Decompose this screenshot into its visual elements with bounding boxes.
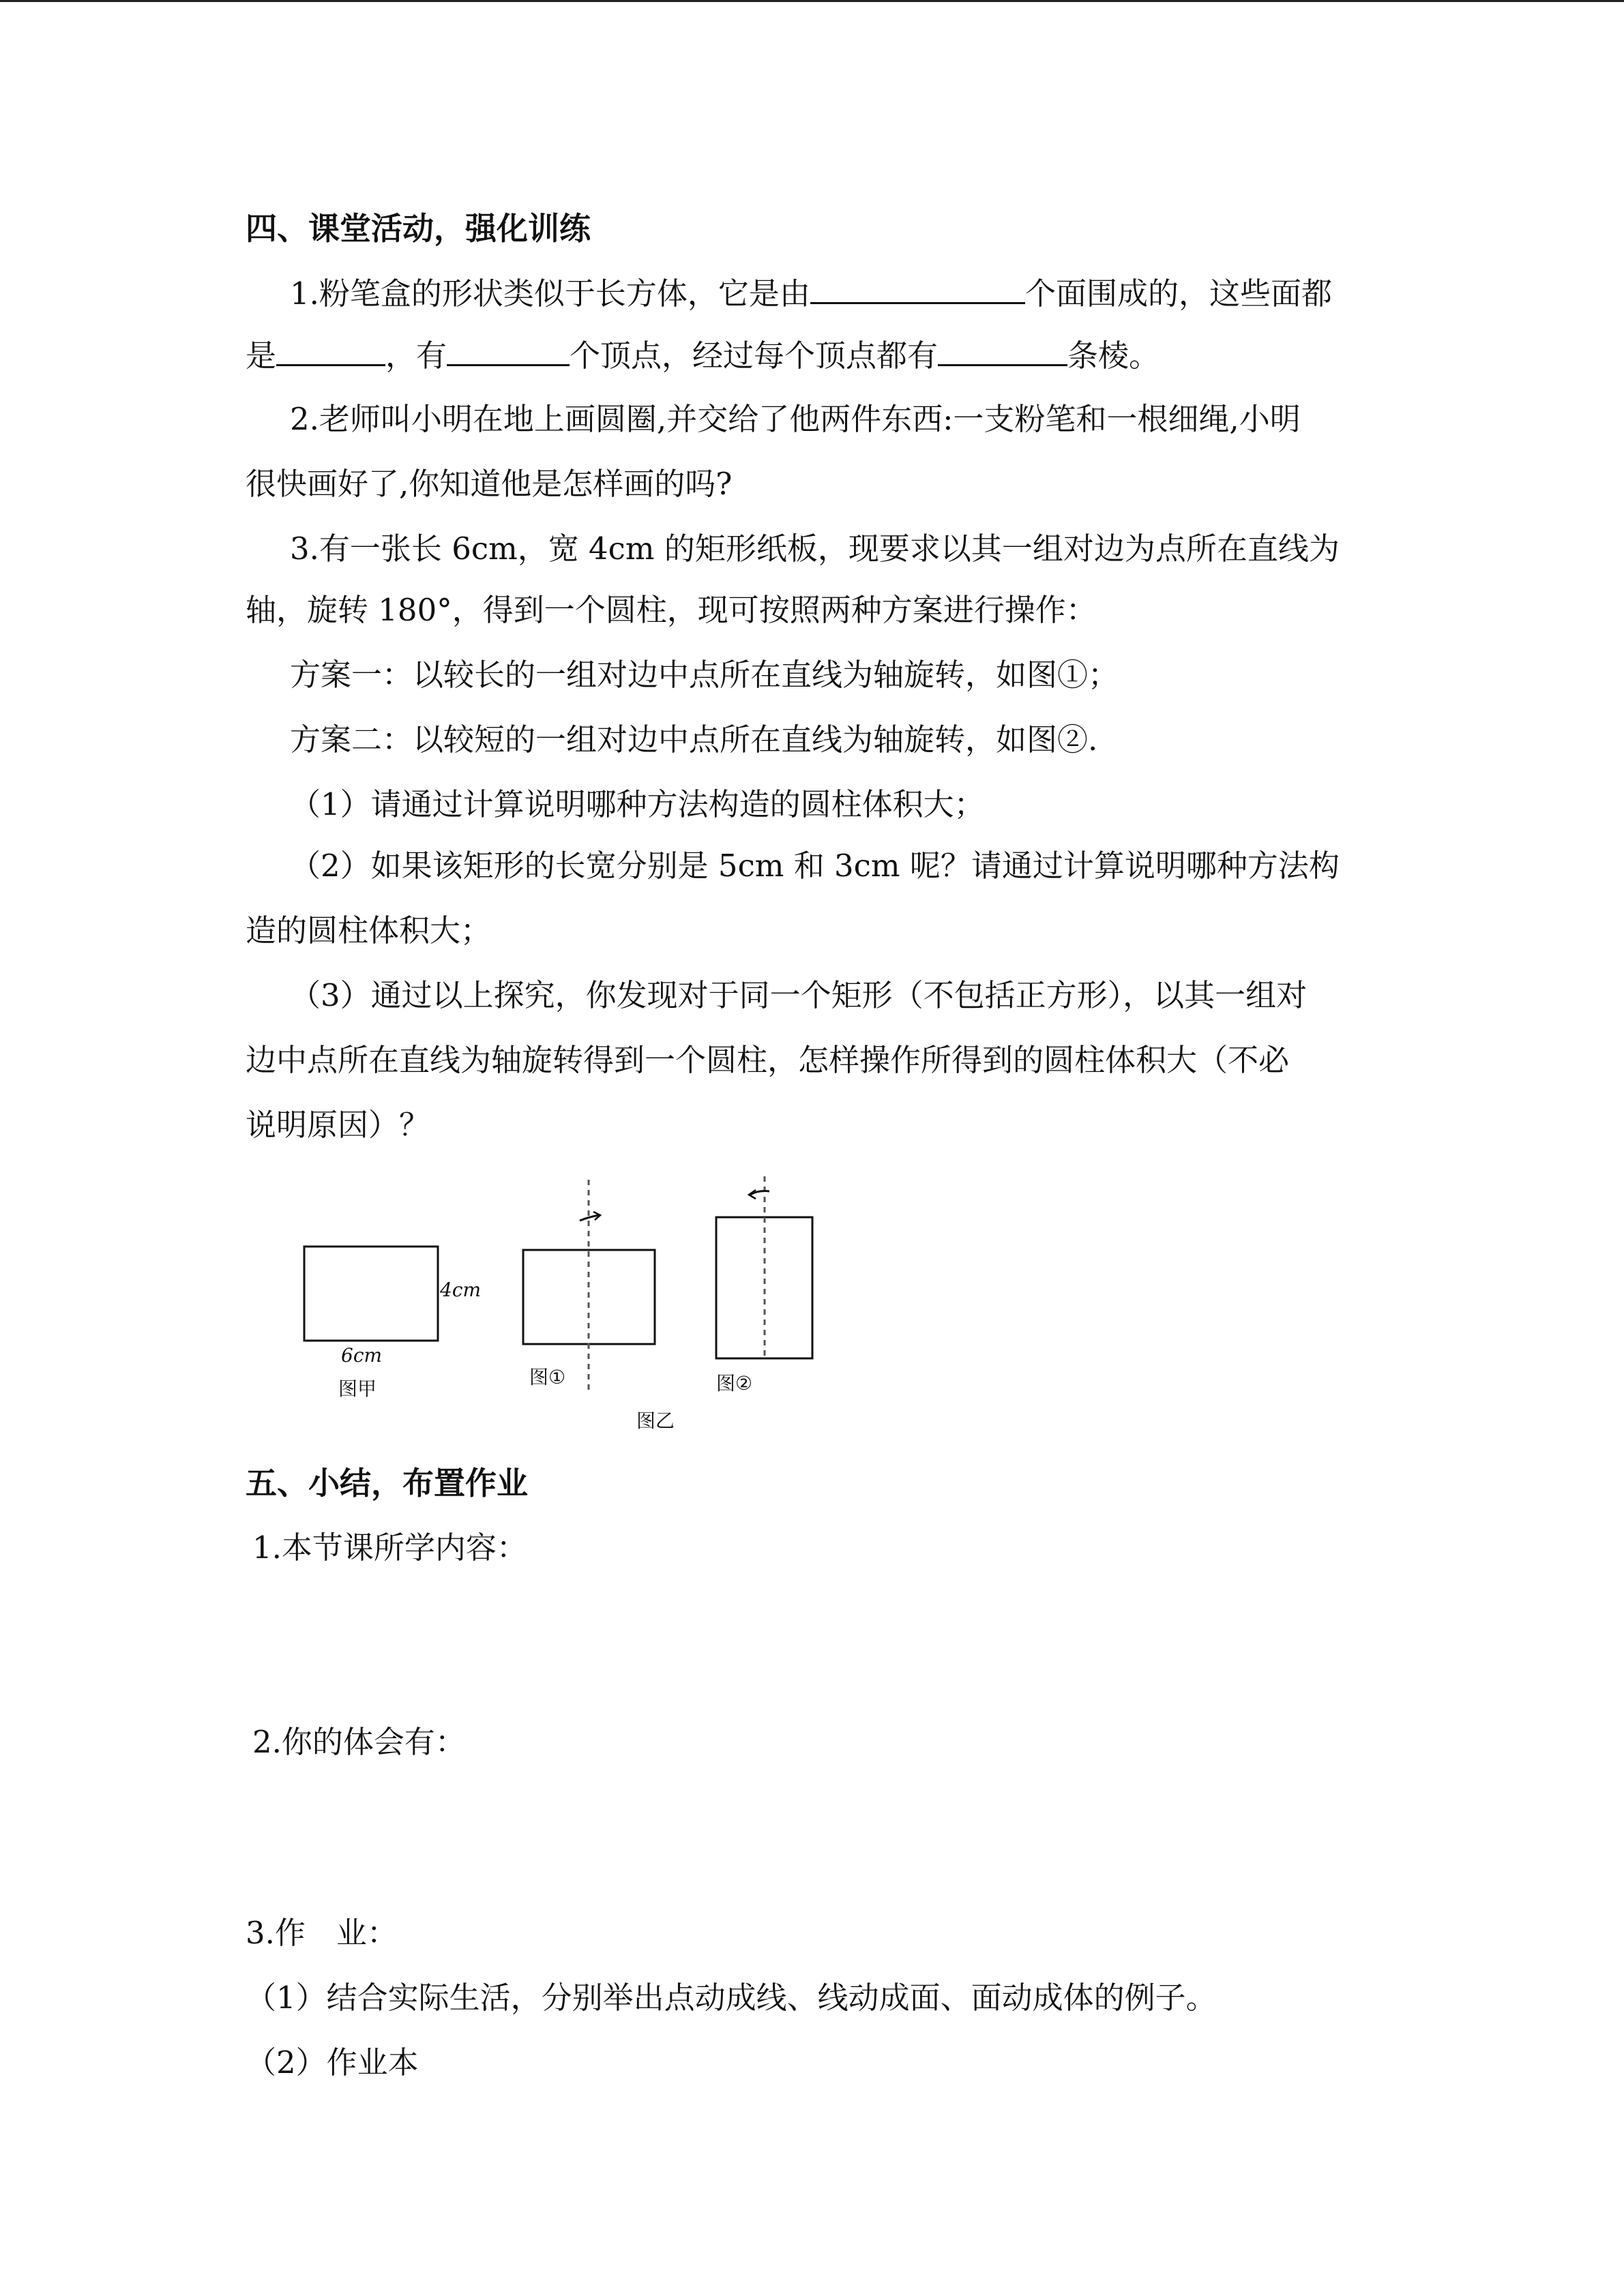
q3-sub3-line2: 边中点所在直线为轴旋转得到一个圆柱，怎样操作所得到的圆柱体积大（不必 — [246, 1042, 1290, 1078]
q1-blank-faces[interactable] — [810, 272, 1025, 304]
figure-drawing — [273, 1169, 832, 1442]
width-label: 6cm — [341, 1344, 383, 1367]
summary-item1: 1.本节课所学内容： — [252, 1530, 527, 1566]
q1-blank-edges[interactable] — [938, 334, 1067, 366]
rect-jia — [304, 1247, 438, 1341]
q3-sub1: （1）请通过计算说明哪种方法构造的圆柱体积大； — [290, 786, 985, 822]
q1-text-a: 1.粉笔盒的形状类似于长方体，它是由 — [290, 275, 810, 312]
section5-heading: 五、小结，布置作业 — [246, 1465, 528, 1502]
rectangle-rotation-figure — [273, 1169, 832, 1442]
q2-line2: 很快画好了,你知道他是怎样画的吗? — [246, 466, 733, 502]
q3-sub3-line1: （3）通过以上探究，你发现对于同一个矩形（不包括正方形），以其一组对 — [290, 977, 1308, 1013]
q2-line1: 2.老师叫小明在地上画圆圈,并交给了他两件东西:一支粉笔和一根细绳,小明 — [290, 401, 1301, 437]
q1-blank-shape[interactable] — [276, 334, 385, 366]
q1-line1 — [290, 272, 1332, 314]
page-top-border — [0, 0, 1624, 2]
q1-line2 — [246, 334, 1160, 376]
section4-heading: 四、课堂活动，强化训练 — [246, 210, 591, 247]
q1-blank-vertices[interactable] — [447, 334, 570, 366]
label-fig-yi: 图乙 — [636, 1410, 675, 1432]
homework-2: （2）作业本 — [246, 2044, 419, 2081]
q3-sub2-line2: 造的圆柱体积大； — [246, 912, 492, 949]
q1-text-f: 条棱。 — [1067, 338, 1160, 374]
q3-line2: 轴，旋转 180°，得到一个圆柱，现可按照两种方案进行操作： — [246, 592, 1097, 628]
q3-plan2: 方案二：以较短的一组对边中点所在直线为轴旋转，如图②. — [290, 721, 1098, 758]
q1-text-e: 个顶点，经过每个顶点都有 — [570, 338, 939, 374]
height-label: 4cm — [440, 1279, 482, 1301]
q3-plan1: 方案一：以较长的一组对边中点所在直线为轴旋转，如图①； — [290, 657, 1119, 693]
label-fig2: 图② — [716, 1372, 753, 1395]
q1-text-b: 个面围成的，这些面都 — [1024, 275, 1332, 312]
summary-item2: 2.你的体会有： — [252, 1724, 466, 1760]
label-fig1: 图① — [529, 1366, 566, 1388]
label-fig-jia: 图甲 — [338, 1377, 377, 1400]
q3-line1: 3.有一张长 6cm，宽 4cm 的矩形纸板，现要求以其一组对边为点所在直线为 — [290, 531, 1340, 567]
q1-text-c: 是 — [246, 338, 277, 374]
q3-sub3-line3: 说明原因）？ — [246, 1107, 430, 1143]
summary-item3: 3.作 业： — [246, 1915, 398, 1951]
q3-sub2-line1: （2）如果该矩形的长宽分别是 5cm 和 3cm 呢？请通过计算说明哪种方法构 — [290, 848, 1340, 884]
q1-text-d: ，有 — [385, 338, 447, 374]
homework-1: （1）结合实际生活，分别举出点动成线、线动成面、面动成体的例子。 — [246, 1980, 1217, 2016]
